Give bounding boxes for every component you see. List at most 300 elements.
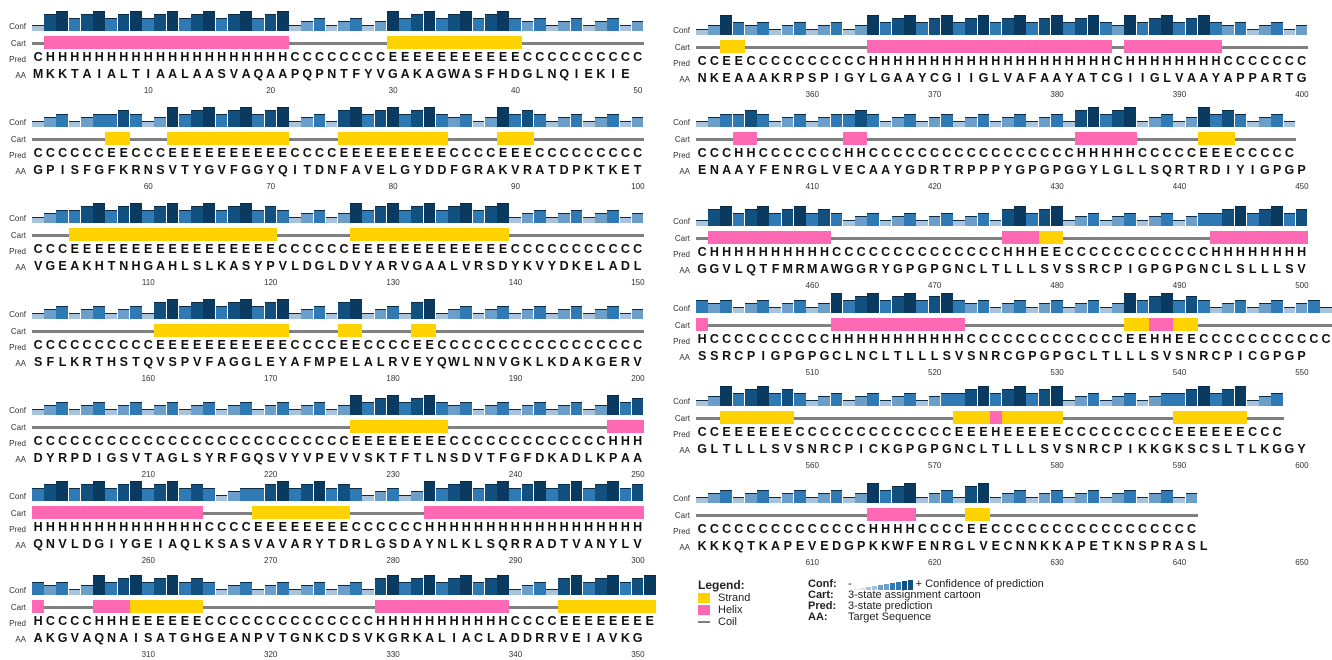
confidence-bar: [289, 589, 301, 596]
confidence-bar: [1137, 121, 1149, 128]
position-tick-label: 560: [805, 461, 819, 470]
confidence-bar: [436, 582, 448, 596]
confidence-bar: [203, 107, 215, 128]
confidence-bar: [595, 309, 607, 319]
confidence-bar: [399, 402, 411, 416]
confidence-bar: [277, 582, 289, 596]
confidence-bar: [265, 302, 277, 319]
prediction-sequence: C H H H H H H H H H H H H H H H H H H H H C C C C C C C C E E E E E E E E E E E C C C C C C C C C C: [33, 50, 643, 64]
confidence-bar: [448, 405, 460, 415]
confidence-bar: [880, 400, 892, 407]
confidence-bar: [154, 302, 166, 319]
confidence-bar: [216, 210, 228, 224]
confidence-bar: [978, 300, 990, 314]
position-tick-label: 170: [263, 374, 278, 383]
confidence-bar: [806, 29, 818, 36]
confidence-bar: [1039, 389, 1051, 406]
confidence-bar: [595, 117, 607, 127]
confidence-bar: [1075, 396, 1087, 406]
confidence-bar: [1173, 220, 1185, 227]
position-ticks: [696, 368, 1308, 378]
amino-acid-sequence: N K E A A A K R P S P I G Y L G A A Y C G I I G L V A F A A Y A T C G I I G L V A A Y A P P A R T G: [697, 71, 1307, 85]
confidence-bar: [240, 299, 252, 320]
confidence-bar: [1271, 393, 1283, 407]
coil-line: [696, 324, 1332, 327]
confidence-bar: [436, 313, 448, 320]
confidence-bar: [167, 299, 179, 320]
position-tick-label: 640: [1172, 558, 1187, 567]
pred-row-label: Pred: [9, 55, 26, 64]
legend-title: Legend:: [698, 578, 745, 592]
confidence-bar: [1161, 213, 1173, 227]
confidence-bar: [142, 313, 154, 320]
confidence-bar: [534, 582, 546, 596]
confidence-bar: [708, 25, 720, 35]
confidence-bar: [179, 488, 191, 502]
position-tick-label: 360: [805, 90, 819, 99]
confidence-bar: [301, 21, 313, 31]
conf-row-label: Conf: [673, 118, 690, 127]
confidence-bar: [105, 582, 117, 596]
confidence-bar: [436, 18, 448, 32]
confidence-bar: [497, 481, 509, 502]
confidence-bar: [1149, 117, 1161, 127]
confidence-bar: [818, 303, 830, 313]
confidence-bar: [757, 490, 769, 504]
position-tick-label: 320: [263, 650, 278, 659]
confidence-bar: [632, 309, 644, 319]
confidence-bar: [81, 309, 93, 319]
position-tick-label: 10: [143, 86, 153, 95]
confidence-track: [32, 298, 644, 320]
strand-segment: [167, 132, 289, 145]
confidence-bar: [1198, 107, 1210, 128]
confidence-bar: [843, 400, 855, 407]
confidence-bar: [745, 303, 757, 313]
confidence-bar: [1039, 209, 1051, 226]
confidence-bar: [1186, 493, 1198, 503]
conf-minus: -: [848, 578, 852, 590]
def-key: Cart:: [808, 589, 834, 601]
conf-row-label: Conf: [9, 22, 26, 31]
position-tick-label: 260: [141, 556, 155, 565]
confidence-bar: [953, 497, 965, 504]
strand-segment: [1039, 231, 1063, 244]
confidence-bar: [1149, 296, 1161, 313]
confidence-bar: [867, 114, 879, 128]
confidence-bar: [154, 484, 166, 501]
cart-row-label: Cart: [674, 511, 690, 520]
confidence-bar: [387, 203, 399, 224]
confidence-bar: [473, 18, 485, 32]
confidence-bar: [769, 121, 781, 128]
confidence-bar: [855, 25, 867, 35]
confidence-bar: [1149, 216, 1161, 226]
confidence-bar: [497, 11, 509, 32]
confidence-bar: [1075, 493, 1087, 503]
confidence-bar: [782, 25, 794, 35]
confidence-bar: [1051, 300, 1063, 314]
prediction-sequence: C C C C C C C C C C E E E E E E E E E E E C C C C E E C C C C E E C C C C C C C C C C C C C C C C C: [33, 338, 643, 352]
confidence-bar: [1124, 107, 1136, 128]
conf-row-label: Conf: [673, 494, 690, 503]
confidence-bar: [916, 300, 928, 314]
confidence-bar: [757, 22, 769, 36]
confidence-bar: [941, 213, 953, 227]
confidence-bar: [130, 11, 142, 32]
confidence-bar: [1137, 400, 1149, 407]
confidence-bar: [1014, 490, 1026, 504]
confidence-bar: [387, 395, 399, 416]
confidence-bar: [571, 575, 583, 596]
def-text: 3-state prediction: [848, 600, 933, 612]
confidence-bar: [1014, 386, 1026, 407]
confidence-bar: [953, 393, 965, 407]
confidence-bar: [855, 216, 867, 226]
confidence-bar: [154, 578, 166, 595]
confidence-bar: [130, 114, 142, 128]
confidence-bar: [1100, 114, 1112, 128]
confidence-bar: [733, 213, 745, 227]
confidence-bar: [338, 405, 350, 415]
confidence-bar: [880, 300, 892, 314]
confidence-bar: [583, 25, 595, 32]
confidence-bar: [32, 488, 44, 502]
confidence-bar: [1014, 114, 1026, 128]
confidence-bar: [277, 210, 289, 224]
confidence-bar: [56, 582, 68, 596]
position-tick-label: 450: [1295, 182, 1309, 191]
cart-row-label: Cart: [10, 603, 26, 612]
position-ticks: [32, 182, 644, 192]
confidence-bar: [965, 486, 977, 503]
confidence-bar: [941, 15, 953, 36]
confidence-bar: [497, 107, 509, 128]
confidence-bar: [338, 110, 350, 127]
confidence-bar: [733, 114, 745, 128]
confidence-bar: [769, 307, 781, 314]
confidence-bar: [179, 582, 191, 596]
confidence-bar: [399, 114, 411, 128]
legend-strand: [698, 592, 750, 604]
confidence-bar: [990, 497, 1002, 504]
confidence-bar: [831, 22, 843, 36]
confidence-bar: [1112, 25, 1124, 35]
confidence-bar: [892, 396, 904, 406]
confidence-bar: [1063, 307, 1075, 314]
confidence-bar: [571, 210, 583, 224]
aa-row-label: AA: [15, 263, 26, 272]
confidence-bar: [1198, 15, 1210, 36]
conf-plus-text: + Confidence of prediction: [915, 578, 1044, 590]
position-ticks: [32, 374, 644, 384]
position-tick-label: 570: [927, 461, 942, 470]
confidence-bar: [130, 306, 142, 320]
confidence-bar: [81, 117, 93, 127]
position-tick-label: 330: [386, 650, 400, 659]
confidence-bar: [436, 402, 448, 416]
confidence-bar: [240, 488, 252, 502]
confidence-bar: [154, 206, 166, 223]
confidence-bar: [191, 405, 203, 415]
confidence-bar: [867, 213, 879, 227]
confidence-bar: [1075, 110, 1087, 127]
confidence-bar: [1075, 303, 1087, 313]
confidence-bar: [965, 117, 977, 127]
confidence-bar: [301, 585, 313, 595]
helix-segment: [843, 132, 867, 145]
confidence-bar: [880, 220, 892, 227]
position-tick-label: 210: [141, 470, 155, 479]
confidence-bar: [460, 11, 472, 32]
position-tick-label: 270: [263, 556, 278, 565]
confidence-bar: [965, 303, 977, 313]
aa-row-label: AA: [15, 635, 26, 644]
confidence-track: [696, 292, 1308, 314]
confidence-bar: [1112, 396, 1124, 406]
confidence-bar: [1100, 307, 1112, 314]
position-tick-label: 300: [631, 556, 645, 565]
position-tick-label: 500: [1295, 281, 1309, 290]
confidence-bar: [522, 21, 534, 31]
confidence-bar: [228, 14, 240, 31]
confidence-bar: [167, 575, 179, 596]
amino-acid-sequence: A K G V A Q N A I S A T G H G E A N P V T G N K C D S V K G R K A L I A C L A D D R R V E I A V K G: [33, 631, 643, 645]
confidence-bar: [56, 306, 68, 320]
confidence-bar: [411, 110, 423, 127]
conf-row-label: Conf: [9, 586, 26, 595]
pred-row-label: Pred: [9, 619, 26, 628]
position-tick-label: 280: [386, 556, 400, 565]
confidence-bar: [509, 313, 521, 320]
confidence-bar: [855, 110, 867, 127]
confidence-bar: [880, 490, 892, 504]
confidence-bar: [130, 203, 142, 224]
confidence-bar: [782, 389, 794, 406]
confidence-bar: [978, 15, 990, 36]
confidence-bar: [448, 117, 460, 127]
confidence-bar: [1075, 216, 1087, 226]
confidence-bar: [448, 484, 460, 501]
confidence-bar: [571, 18, 583, 32]
confidence-bar: [620, 121, 632, 128]
confidence-bar: [399, 313, 411, 320]
confidence-track: [696, 14, 1308, 36]
confidence-bar: [632, 484, 644, 501]
position-tick-label: 620: [927, 558, 942, 567]
confidence-bar: [399, 495, 411, 502]
position-ticks: [696, 182, 1308, 192]
strand-segment: [1198, 132, 1235, 145]
confidence-bar: [350, 203, 362, 224]
confidence-bar: [32, 582, 44, 596]
confidence-bar: [485, 405, 497, 415]
confidence-bar: [1002, 18, 1014, 35]
pred-row-label: Pred: [9, 151, 26, 160]
helix-segment: [696, 318, 708, 331]
position-tick-label: 20: [266, 86, 276, 95]
confidence-bar: [301, 117, 313, 127]
strand-segment: [252, 506, 350, 519]
position-tick-label: 70: [266, 182, 276, 191]
confidence-bar: [32, 409, 44, 416]
confidence-bar: [460, 575, 472, 596]
confidence-bar: [485, 484, 497, 501]
confidence-bar: [546, 409, 558, 416]
confidence-bar: [167, 107, 179, 128]
confidence-bar: [546, 25, 558, 32]
confidence-bar: [375, 206, 387, 223]
confidence-bar: [782, 209, 794, 226]
helix-segment: [831, 318, 966, 331]
position-tick-label: 290: [508, 556, 523, 565]
confidence-bar: [1026, 393, 1038, 407]
confidence-bar: [558, 405, 570, 415]
position-tick-label: 510: [805, 368, 819, 377]
confidence-bar: [301, 213, 313, 223]
confidence-bar: [632, 21, 644, 31]
confidence-bar: [929, 493, 941, 503]
position-tick-label: 180: [386, 374, 400, 383]
confidence-bar: [473, 409, 485, 416]
strand-segment: [1002, 411, 1063, 424]
confidence-bar: [1271, 206, 1283, 227]
confidence-bar: [81, 14, 93, 31]
confidence-bar: [105, 114, 117, 128]
confidence-bar: [831, 293, 843, 314]
confidence-bar: [338, 585, 350, 595]
confidence-bar: [757, 114, 769, 128]
sequence-block: [0, 10, 643, 95]
confidence-bar: [56, 114, 68, 128]
position-tick-label: 460: [805, 281, 819, 290]
confidence-bar: [708, 117, 720, 127]
confidence-bar: [1112, 216, 1124, 226]
confidence-bar: [142, 488, 154, 502]
helix-segment: [867, 508, 916, 521]
confidence-bar: [130, 575, 142, 596]
confidence-bar: [1271, 300, 1283, 314]
amino-acid-sequence: D Y R P D I G S V T A G L S Y R F G Q S V Y V P E V V S K T F T L N S D V T F G F D K A D L K P A A: [33, 451, 643, 465]
confidence-bar: [534, 306, 546, 320]
confidence-bar: [362, 114, 374, 128]
position-tick-label: 490: [1172, 281, 1187, 290]
confidence-bar: [929, 18, 941, 35]
confidence-bar: [1112, 493, 1124, 503]
confidence-bar: [387, 488, 399, 502]
confidence-bar: [1198, 213, 1210, 227]
confidence-bar: [362, 210, 374, 224]
confidence-bar: [289, 313, 301, 320]
confidence-bar: [1210, 213, 1222, 227]
confidence-bar: [806, 121, 818, 128]
confidence-bar: [620, 582, 632, 596]
confidence-bar: [769, 497, 781, 504]
confidence-bar: [411, 398, 423, 415]
confidence-bar: [105, 313, 117, 320]
confidence-bar: [1247, 400, 1259, 407]
aa-row-label: AA: [15, 167, 26, 176]
confidence-bar: [56, 402, 68, 416]
position-tick-label: 480: [1050, 281, 1064, 290]
confidence-bar: [240, 107, 252, 128]
prediction-sequence: C C C E E E E E E E E E E E E E E E E E C C C C C C E E E E E E E E E E E E E C C C C C C C C C C C: [33, 242, 643, 256]
confidence-bar: [277, 299, 289, 320]
helix-segment: [375, 600, 510, 613]
confidence-bar: [806, 400, 818, 407]
confidence-bar: [806, 497, 818, 504]
position-tick-label: 90: [511, 182, 520, 191]
aa-row-label: AA: [15, 359, 26, 368]
position-tick-label: 400: [1295, 90, 1309, 99]
confidence-bar: [1222, 209, 1234, 226]
confidence-bar: [794, 393, 806, 407]
confidence-bar: [607, 306, 619, 320]
confidence-bar: [607, 210, 619, 224]
helix-segment: [424, 506, 644, 519]
confidence-bar: [990, 121, 1002, 128]
confidence-bar: [130, 402, 142, 416]
position-tick-label: 610: [805, 558, 819, 567]
confidence-track: [696, 106, 1308, 128]
confidence-bar: [904, 483, 916, 504]
conf-row-label: Conf: [673, 304, 690, 313]
helix-segment: [32, 506, 203, 519]
confidence-bar: [892, 216, 904, 226]
confidence-bar: [546, 217, 558, 224]
confidence-bar: [32, 121, 44, 128]
sequence-block: [664, 292, 1331, 377]
confidence-bar: [1161, 293, 1173, 314]
confidence-bar: [571, 481, 583, 502]
confidence-bar: [191, 14, 203, 31]
confidence-bar: [424, 299, 436, 320]
confidence-bar: [1222, 110, 1234, 127]
confidence-bar: [708, 303, 720, 313]
confidence-bar: [843, 497, 855, 504]
confidence-bar: [1173, 300, 1185, 314]
confidence-bar: [81, 405, 93, 415]
confidence-bar: [228, 585, 240, 595]
confidence-bar: [277, 107, 289, 128]
prediction-sequence: C C C C C C E E C C C E E E E E E E E E E C C C C E E E E E E E E E C C C C E E E C C C C C C C C C: [33, 146, 643, 160]
confidence-bar: [350, 107, 362, 128]
confidence-bar: [818, 396, 830, 406]
confidence-bar: [1051, 386, 1063, 407]
confidence-bar: [338, 21, 350, 31]
def-key: Conf:: [808, 578, 837, 590]
confidence-bar: [44, 14, 56, 31]
confidence-bar: [142, 409, 154, 416]
confidence-bar: [620, 313, 632, 320]
confidence-bar: [289, 217, 301, 224]
confidence-bar: [69, 488, 81, 502]
position-tick-label: 380: [1050, 90, 1064, 99]
position-tick-label: 390: [1172, 90, 1187, 99]
confidence-bar: [93, 306, 105, 320]
confidence-bar: [1088, 107, 1100, 128]
confidence-bar: [1259, 209, 1271, 226]
confidence-bar: [448, 14, 460, 31]
confidence-bar: [1259, 303, 1271, 313]
confidence-bar: [1186, 18, 1198, 35]
confidence-bar: [1002, 303, 1014, 313]
helix-segment: [93, 600, 130, 613]
confidence-bar: [387, 11, 399, 32]
confidence-bar: [769, 213, 781, 227]
confidence-bar: [252, 18, 264, 32]
confidence-bar: [436, 114, 448, 128]
